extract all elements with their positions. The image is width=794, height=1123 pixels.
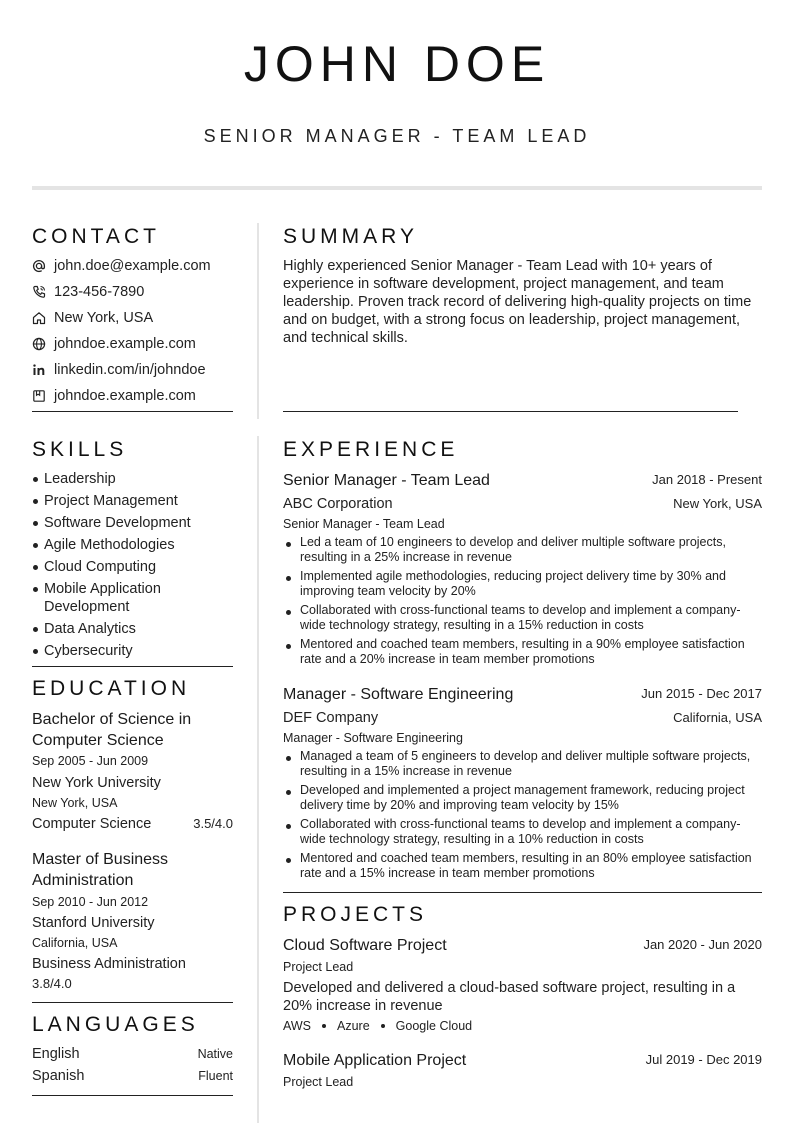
project-dates: Jan 2020 - Jun 2020 [643, 937, 762, 952]
header-divider [32, 186, 762, 190]
phone-icon [32, 285, 46, 299]
skill-item: Data Analytics [32, 620, 233, 638]
project-name: Cloud Software Project [283, 937, 447, 954]
bullet-dot [286, 610, 291, 615]
job-bullet: Implemented agile methodologies, reducing project delivery time by 30% and improving team velocity by 20% [300, 569, 762, 599]
contact-website[interactable] [32, 334, 196, 354]
skill-item: Leadership [32, 470, 233, 488]
column-divider-bottom [257, 436, 259, 1123]
education-degree: Bachelor of Science in Computer Science [32, 711, 192, 749]
education-location: California, USA [32, 936, 118, 950]
skills-heading: SKILLS [32, 438, 128, 461]
linkedin-icon [32, 363, 46, 377]
summary-text: Highly experienced Senior Manager - Team Lead with 10+ years of experience in software development, project management, and team leadership. Proven track record of delivering high-quality projects on time and on budget, with a strong focus on leadership, project management, and technical skills. [283, 258, 752, 346]
job-subtitle: Manager - Software Engineering [283, 731, 463, 745]
project-tech-list [283, 1018, 472, 1034]
job-location: California, USA [673, 710, 762, 725]
bullet-dot [286, 824, 291, 829]
summary-divider [283, 411, 738, 412]
job-bullet: Collaborated with cross-functional teams to develop and implement a company-wide technology strategy, resulting in a 10% reduction in costs [300, 817, 762, 847]
skill-item: Cybersecurity [32, 642, 233, 660]
bullet-dot [33, 627, 38, 632]
candidate-title: SENIOR MANAGER - TEAM LEAD [203, 126, 591, 146]
job-location: New York, USA [673, 496, 762, 511]
education-divider [32, 1002, 233, 1003]
home-icon [32, 311, 46, 325]
bullet-dot [286, 542, 291, 547]
bullet-dot [33, 565, 38, 570]
education-school: New York University [32, 775, 161, 791]
contact-linkedin-text: linkedin.com/in/johndoe [54, 362, 206, 378]
skill-item: Mobile Application Development [32, 580, 192, 616]
languages-heading: LANGUAGES [32, 1013, 199, 1036]
education-field: Business Administration [32, 956, 186, 972]
tech-tag: AWS [283, 1019, 312, 1033]
separator-dot [381, 1024, 385, 1028]
bullet-dot [286, 790, 291, 795]
project-dates: Jul 2019 - Dec 2019 [645, 1052, 762, 1067]
education-location: New York, USA [32, 796, 118, 810]
job-dates: Jun 2015 - Dec 2017 [641, 686, 762, 701]
job-role: Senior Manager - Team Lead [283, 472, 490, 489]
projects-heading: PROJECTS [283, 903, 428, 926]
language-name: Spanish [32, 1068, 85, 1084]
education-dates: Sep 2005 - Jun 2009 [32, 754, 149, 768]
job-bullet: Managed a team of 5 engineers to develop and deliver multiple software projects, resulting in a 15% increase in revenue [300, 749, 762, 779]
education-gpa: 3.5/4.0 [193, 816, 233, 831]
skills-divider [32, 666, 233, 667]
bullet-dot [33, 543, 38, 548]
contact-location [32, 308, 153, 328]
education-school: Stanford University [32, 915, 155, 931]
at-icon [32, 259, 46, 273]
separator-dot [322, 1024, 326, 1028]
job-company: ABC Corporation [283, 496, 393, 512]
language-level: Fluent [198, 1069, 233, 1083]
job-bullet: Mentored and coached team members, resulting in an 80% employee satisfaction rate and a 15% increase in team member promotions [300, 851, 762, 881]
project-role: Project Lead [283, 960, 354, 974]
bullet-dot [33, 477, 38, 482]
language-name: English [32, 1046, 80, 1062]
job-subtitle: Senior Manager - Team Lead [283, 517, 445, 531]
bullet-dot [286, 644, 291, 649]
contact-email[interactable] [32, 256, 211, 276]
project-name: Mobile Application Project [283, 1052, 467, 1069]
skill-item: Software Development [32, 514, 233, 532]
language-level: Native [197, 1047, 233, 1061]
globe-icon [32, 337, 46, 351]
contact-email-text: john.doe@example.com [54, 258, 211, 274]
contact-location-text: New York, USA [54, 310, 154, 326]
candidate-name: JOHN DOE [243, 36, 551, 92]
project-description: Developed and delivered a cloud-based software project, resulting in a 20% increase in revenue [283, 980, 736, 1014]
bullet-dot [286, 858, 291, 863]
job-dates: Jan 2018 - Present [652, 472, 762, 487]
contact-portfolio-text: johndoe.example.com [54, 388, 196, 404]
contact-portfolio[interactable] [32, 386, 196, 406]
job-bullet: Collaborated with cross-functional teams to develop and implement a company-wide technology strategy, resulting in a 15% reduction in costs [300, 603, 762, 633]
education-degree: Master of Business Administration [32, 851, 169, 889]
job-bullet: Developed and implemented a project management framework, reducing project delivery time by 20% and improving team velocity by 15% [300, 783, 762, 813]
tech-tag: Azure [337, 1019, 370, 1033]
experience-divider [283, 892, 762, 893]
contact-divider [32, 411, 233, 412]
education-gpa: 3.8/4.0 [32, 976, 72, 991]
contact-phone[interactable] [32, 282, 144, 302]
education-field: Computer Science [32, 816, 152, 832]
bullet-dot [286, 576, 291, 581]
summary-heading: SUMMARY [283, 225, 418, 248]
job-role: Manager - Software Engineering [283, 686, 514, 703]
tech-tag: Google Cloud [395, 1019, 473, 1033]
portfolio-icon [32, 389, 46, 403]
contact-heading: CONTACT [32, 225, 160, 248]
bullet-dot [33, 587, 38, 592]
languages-divider [32, 1095, 233, 1096]
education-dates: Sep 2010 - Jun 2012 [32, 895, 149, 909]
job-bullet: Mentored and coached team members, resulting in a 90% employee satisfaction rate and a 20% increase in team member promotions [300, 637, 762, 667]
bullet-dot [33, 649, 38, 654]
column-divider-top [257, 223, 259, 419]
bullet-dot [286, 756, 291, 761]
skill-item: Cloud Computing [32, 558, 233, 576]
skill-item: Project Management [32, 492, 233, 510]
experience-heading: EXPERIENCE [283, 438, 459, 461]
contact-phone-text: 123-456-7890 [54, 284, 145, 300]
job-company: DEF Company [283, 710, 379, 726]
skill-item: Agile Methodologies [32, 536, 233, 554]
job-bullet: Led a team of 10 engineers to develop and deliver multiple software projects, resulting in a 25% increase in revenue [300, 535, 762, 565]
education-heading: EDUCATION [32, 677, 191, 700]
project-role: Project Lead [283, 1075, 354, 1089]
bullet-dot [33, 521, 38, 526]
bullet-dot [33, 499, 38, 504]
contact-website-text: johndoe.example.com [54, 336, 196, 352]
contact-linkedin[interactable] [32, 360, 206, 380]
